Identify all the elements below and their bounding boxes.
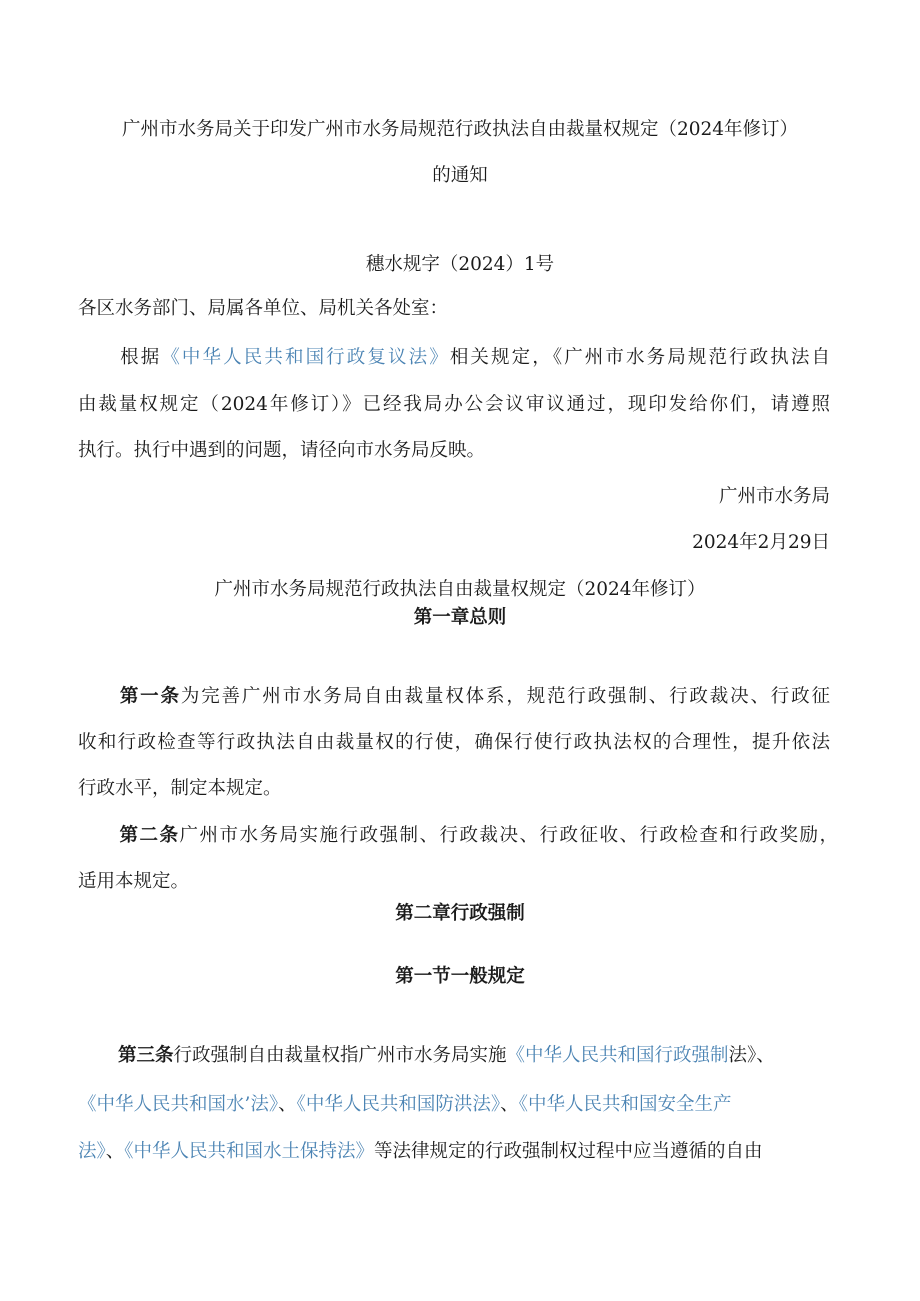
article-3-sep-1: 、 — [278, 1094, 297, 1115]
article-1-line-1 — [78, 685, 830, 709]
notice-title-line-2: 的通知 — [432, 165, 488, 186]
link-work-safety-law-cont[interactable]: 法》 — [78, 1141, 106, 1162]
notice-title-line-1: 广州市水务局关于印发广州市水务局规范行政执法自由裁量权规定（2024年修订） — [121, 119, 799, 140]
article-3-label: 第三条 — [118, 1045, 174, 1066]
regulation-title: 广州市水务局规范行政执法自由裁量权规定（2024年修订） — [214, 579, 706, 600]
link-work-safety-law[interactable]: 《中华人民共和国安全生产 — [518, 1094, 732, 1115]
link-administrative-enforcement-law[interactable]: 《中华人民共和国行政强制 — [506, 1045, 729, 1066]
link-soil-conservation-law[interactable]: 《中华人民共和国水土保持法》 — [124, 1141, 375, 1162]
article-3-sep-3: 、 — [105, 1141, 125, 1162]
para1-text-a: 根据 — [118, 347, 162, 368]
chapter-1-heading: 第一章总则 — [413, 607, 507, 628]
article-1-text: 为完善广州市水务局自由裁量权体系，规范行政强制、行政裁决、行政征 — [180, 686, 830, 707]
link-administrative-review-law[interactable]: 《中华人民共和国行政复议法》 — [161, 347, 450, 368]
link-water-law[interactable]: 《中华人民共和国水’法》 — [78, 1094, 279, 1115]
document-number: 穗水规字（2024）1号 — [365, 254, 555, 275]
article-3-line-3 — [78, 1140, 842, 1164]
paragraph-1-line-1 — [78, 346, 830, 370]
article-3-text-a: 行政强制自由裁量权指广州市水务局实施 — [173, 1045, 507, 1066]
article-1-line-2: 收和行政检查等行政执法自由裁量权的行使，确保行使行政执法权的合理性，提升依法 — [78, 732, 830, 753]
para1-text-b: 相关规定，《广州市水务局规范行政执法自 — [449, 347, 830, 368]
article-2-text: 广州市水务局实施行政强制、行政裁决、行政征收、行政检查和行政奖励， — [179, 825, 838, 846]
article-2-label: 第二条 — [118, 825, 180, 846]
section-1-heading: 第一节一般规定 — [395, 966, 525, 987]
article-3-line-2 — [78, 1093, 842, 1117]
article-2-line-2: 适用本规定。 — [78, 871, 190, 892]
article-3-text-c: 等法律规定的行政强制权过程中应当遵循的自由 — [374, 1141, 763, 1162]
link-flood-control-law[interactable]: 《中华人民共和国防洪法》 — [296, 1094, 501, 1115]
article-3-sep-2: 、 — [500, 1094, 519, 1115]
article-3-text-b: 法》、 — [728, 1045, 775, 1066]
article-2-line-1 — [78, 824, 838, 848]
addressee: 各区水务部门、局属各单位、局机关各处室： — [78, 298, 449, 319]
article-1-line-3: 行政水平，制定本规定。 — [78, 778, 282, 799]
signature-date: 2024年2月29日 — [692, 532, 830, 553]
chapter-2-heading: 第二章行政强制 — [395, 903, 525, 924]
paragraph-1-line-2: 由裁量权规定（2024年修订）》已经我局办公会议审议通过，现印发给你们，请遵照 — [78, 394, 830, 415]
paragraph-1-line-3: 执行。执行中遇到的问题，请径向市水务局反映。 — [78, 440, 486, 461]
signature-org: 广州市水务局 — [718, 486, 830, 507]
article-1-label: 第一条 — [118, 686, 181, 707]
article-3-line-1 — [78, 1044, 848, 1068]
